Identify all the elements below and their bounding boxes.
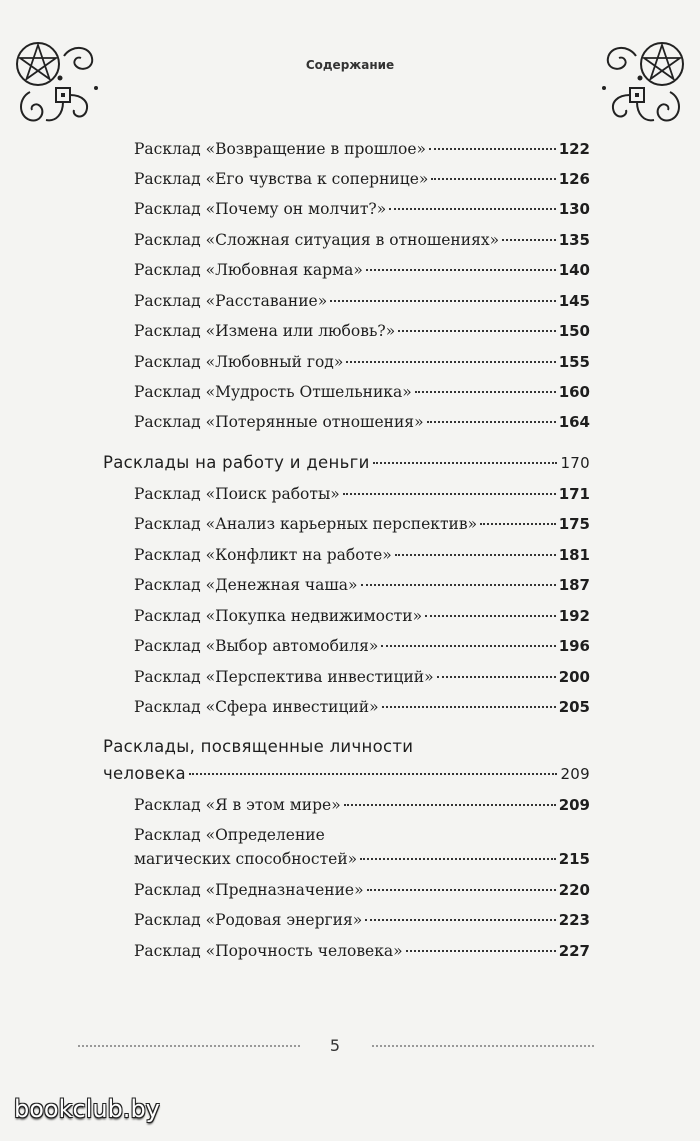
page-ref: 164 <box>558 413 590 431</box>
toc-entry: Расклад «Измена или любовь?» 150 <box>134 322 590 340</box>
toc-entry: Расклад «Выбор автомобиля» 196 <box>134 637 590 655</box>
dot-leader <box>425 615 556 617</box>
page-ref: 209 <box>558 796 590 814</box>
toc-entry: Расклад «Потерянные отношения» 164 <box>134 413 590 431</box>
toc-entry: Расклад «Анализ карьерных перспектив» 175 <box>134 515 590 533</box>
dot-leader <box>189 773 558 775</box>
page-ref: 150 <box>558 322 590 340</box>
dot-leader <box>381 645 555 647</box>
page-ref: 171 <box>558 485 590 503</box>
toc-entry: Расклад «Конфликт на работе» 181 <box>134 546 590 564</box>
dot-leader <box>395 554 556 556</box>
page-ref: 170 <box>560 454 590 472</box>
page-ref: 220 <box>558 881 590 899</box>
toc-entry: Расклад «Родовая энергия» 223 <box>134 911 590 929</box>
page-ref: 160 <box>558 383 590 401</box>
dot-leader <box>343 493 556 495</box>
dot-leader <box>360 858 556 860</box>
dot-leader <box>389 208 555 210</box>
toc-entry: Расклад «Денежная чаша» 187 <box>134 576 590 594</box>
toc-entry: Расклад «Мудрость Отшельника» 160 <box>134 383 590 401</box>
dot-leader <box>429 148 556 150</box>
toc-entry: Расклад «Почему он молчит?» 130 <box>134 200 590 218</box>
toc-section-line1: Расклады, посвященные личности <box>103 737 414 756</box>
page-ref: 130 <box>558 200 590 218</box>
dot-leader <box>431 178 555 180</box>
header-title: Содержание <box>305 58 395 72</box>
page-ref: 175 <box>558 515 590 533</box>
footer-dotted-rule-left <box>78 1045 300 1047</box>
pentacle-ornament-left <box>12 38 104 130</box>
page-number: 5 <box>329 1036 341 1055</box>
toc-section: Расклады на работу и деньги 170 <box>103 453 590 472</box>
toc-entry: Расклад «Порочность человека» 227 <box>134 942 590 960</box>
dot-leader <box>330 300 555 302</box>
dot-leader <box>415 391 556 393</box>
toc-entry: Расклад «Перспектива инвестиций» 200 <box>134 668 590 686</box>
page-ref: 126 <box>558 170 590 188</box>
dot-leader <box>480 523 556 525</box>
page-ref: 215 <box>558 850 590 868</box>
dot-leader <box>367 889 556 891</box>
toc-entry: Расклад «Любовный год» 155 <box>134 353 590 371</box>
page-ref: 181 <box>558 546 590 564</box>
dot-leader <box>365 919 555 921</box>
toc-entry: Расклад «Его чувства к сопернице» 126 <box>134 170 590 188</box>
toc-entry: Расклад «Возвращение в прошлое» 122 <box>134 140 590 158</box>
page-ref: 209 <box>560 765 590 783</box>
page-ref: 192 <box>558 607 590 625</box>
dot-leader <box>366 269 556 271</box>
page-ref: 145 <box>558 292 590 310</box>
page-ref: 140 <box>558 261 590 279</box>
dot-leader <box>502 239 556 241</box>
toc-entry-line1: Расклад «Определение <box>134 826 325 844</box>
dot-leader <box>406 950 556 952</box>
dot-leader <box>398 330 556 332</box>
toc-entry: Расклад «Я в этом мире» 209 <box>134 796 590 814</box>
dot-leader <box>382 706 556 708</box>
toc-entry: Расклад «Поиск работы» 171 <box>134 485 590 503</box>
page-ref: 122 <box>558 140 590 158</box>
toc-entry: Расклад «Любовная карма» 140 <box>134 261 590 279</box>
page-ref: 135 <box>558 231 590 249</box>
pentacle-ornament-right <box>596 38 688 130</box>
toc-entry: Расклад «Сложная ситуация в отношениях» 135 <box>134 231 590 249</box>
page-ref: 155 <box>558 353 590 371</box>
page-ref: 200 <box>558 668 590 686</box>
dot-leader <box>344 804 556 806</box>
toc-entry: Расклад «Расставание» 145 <box>134 292 590 310</box>
toc-entry: Расклад «Сфера инвестиций» 205 <box>134 698 590 716</box>
page-ref: 223 <box>558 911 590 929</box>
dot-leader <box>427 421 556 423</box>
page-ref: 227 <box>558 942 590 960</box>
toc-entry: Расклад «Покупка недвижимости» 192 <box>134 607 590 625</box>
page-ref: 205 <box>558 698 590 716</box>
toc-entry: магических способностей» 215 <box>134 850 590 868</box>
page-ref: 187 <box>558 576 590 594</box>
dot-leader <box>361 584 556 586</box>
footer-dotted-rule-right <box>372 1045 594 1047</box>
dot-leader <box>437 676 556 678</box>
dot-leader <box>373 462 558 464</box>
toc-entry: Расклад «Предназначение» 220 <box>134 881 590 899</box>
watermark: bookclub.by <box>14 1095 160 1123</box>
page-ref: 196 <box>558 637 590 655</box>
toc-section: человека 209 <box>103 764 590 783</box>
dot-leader <box>346 361 555 363</box>
